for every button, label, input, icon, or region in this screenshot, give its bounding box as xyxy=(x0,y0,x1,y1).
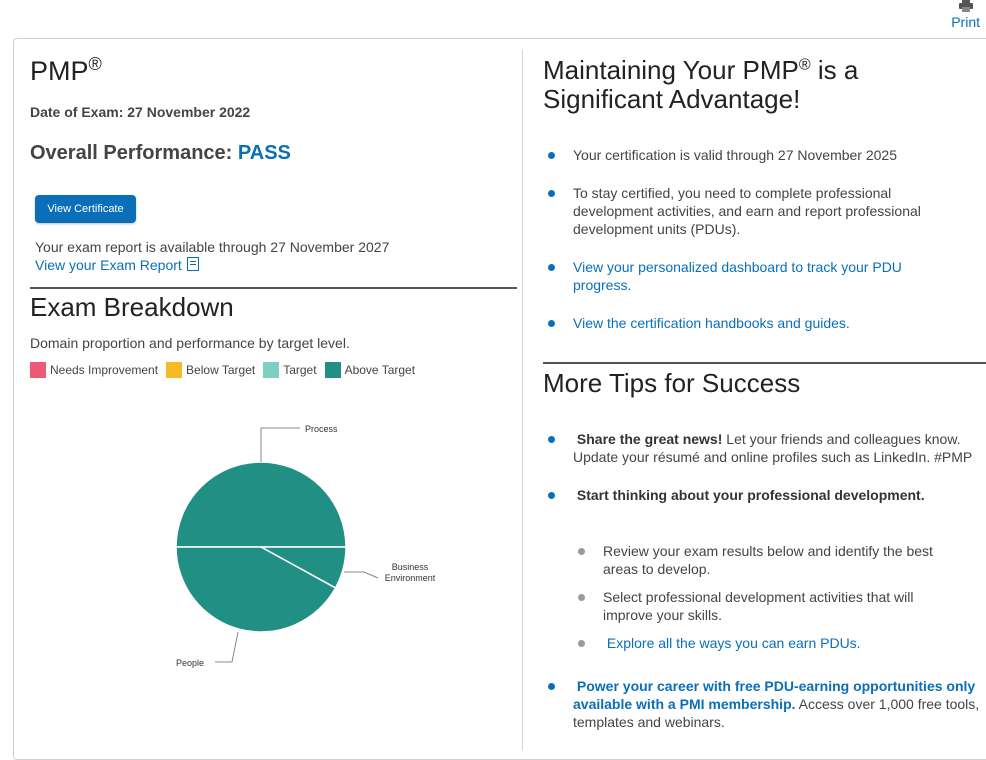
page-title: PMP® xyxy=(30,54,102,86)
bullet-icon xyxy=(578,594,585,601)
legend-item: Target xyxy=(263,362,316,378)
slice-leader-line xyxy=(215,632,238,662)
bullet-icon xyxy=(548,436,555,443)
legend-item: Below Target xyxy=(166,362,255,378)
legend-item: Above Target xyxy=(325,362,416,378)
handbooks-link[interactable]: View the certification handbooks and guides. xyxy=(543,314,953,332)
maintain-list xyxy=(543,146,953,332)
bullet-icon xyxy=(548,152,555,159)
pie-slice xyxy=(176,462,346,547)
prodev-sublist xyxy=(573,542,953,652)
legend-item: Needs Improvement xyxy=(30,362,158,378)
slice-leader-line xyxy=(344,572,378,578)
domain-pie-chart xyxy=(160,410,470,690)
slice-leader-line xyxy=(261,428,300,462)
maintaining-heading: Maintaining Your PMP® is a Significant Advantage! xyxy=(543,55,859,114)
chart-legend xyxy=(30,362,423,378)
registered-mark: ® xyxy=(88,54,102,74)
column-divider xyxy=(522,50,523,750)
legend-swatch xyxy=(263,362,279,378)
section-divider xyxy=(543,362,986,364)
exam-date: Date of Exam: 27 November 2022 xyxy=(30,104,251,120)
pass-status: PASS xyxy=(237,142,291,164)
bullet-icon xyxy=(548,683,555,690)
list-item: Review your exam results below and identify the best areas to develop. xyxy=(573,542,953,578)
bullet-icon xyxy=(548,264,555,271)
section-divider xyxy=(30,287,517,289)
membership-list xyxy=(543,677,983,731)
bullet-icon xyxy=(548,492,555,499)
list-item: To stay certified, you need to complete professional development activities, and earn and report professional development units (PDUs). xyxy=(543,184,953,238)
document-icon xyxy=(187,257,199,271)
bullet-icon xyxy=(548,320,555,327)
printer-icon xyxy=(959,0,973,12)
membership-link[interactable]: Power your career with free PDU-earning opportunities only available with a PMI membership. Access over 1,000 free tools, templates and webinars. xyxy=(543,677,983,731)
report-availability: Your exam report is available through 27 November 2027 xyxy=(35,239,390,255)
bullet-icon xyxy=(578,640,585,647)
legend-swatch xyxy=(166,362,182,378)
list-item: Your certification is valid through 27 November 2025 xyxy=(543,146,953,164)
overall-performance: Overall Performance: PASS xyxy=(30,142,291,164)
print-label: Print xyxy=(951,14,980,30)
pdu-dashboard-link[interactable]: View your personalized dashboard to track your PDU progress. xyxy=(543,258,953,294)
exam-breakdown-heading: Exam Breakdown xyxy=(30,292,234,322)
slice-label: Process xyxy=(305,424,338,434)
tips-list xyxy=(543,430,983,524)
view-exam-report-link[interactable]: View your Exam Report xyxy=(35,257,199,273)
earn-pdus-link[interactable]: Explore all the ways you can earn PDUs. xyxy=(573,634,953,652)
tips-heading: More Tips for Success xyxy=(543,368,801,398)
list-item: Select professional development activities that will improve your skills. xyxy=(573,588,953,624)
list-item: Start thinking about your professional development. xyxy=(543,486,983,504)
slice-label: Business Environment xyxy=(384,562,436,583)
registered-mark: ® xyxy=(798,56,811,74)
legend-swatch xyxy=(325,362,341,378)
bullet-icon xyxy=(578,548,585,555)
bullet-icon xyxy=(548,190,555,197)
breakdown-subtitle: Domain proportion and performance by target level. xyxy=(30,335,350,351)
list-item: Share the great news! Let your friends and colleagues know. Update your résumé and online profiles such as LinkedIn. #PMP xyxy=(543,430,983,466)
slice-label: People xyxy=(176,658,205,668)
print-button[interactable] xyxy=(951,0,980,30)
view-certificate-button[interactable]: View Certificate xyxy=(35,195,136,223)
legend-swatch xyxy=(30,362,46,378)
